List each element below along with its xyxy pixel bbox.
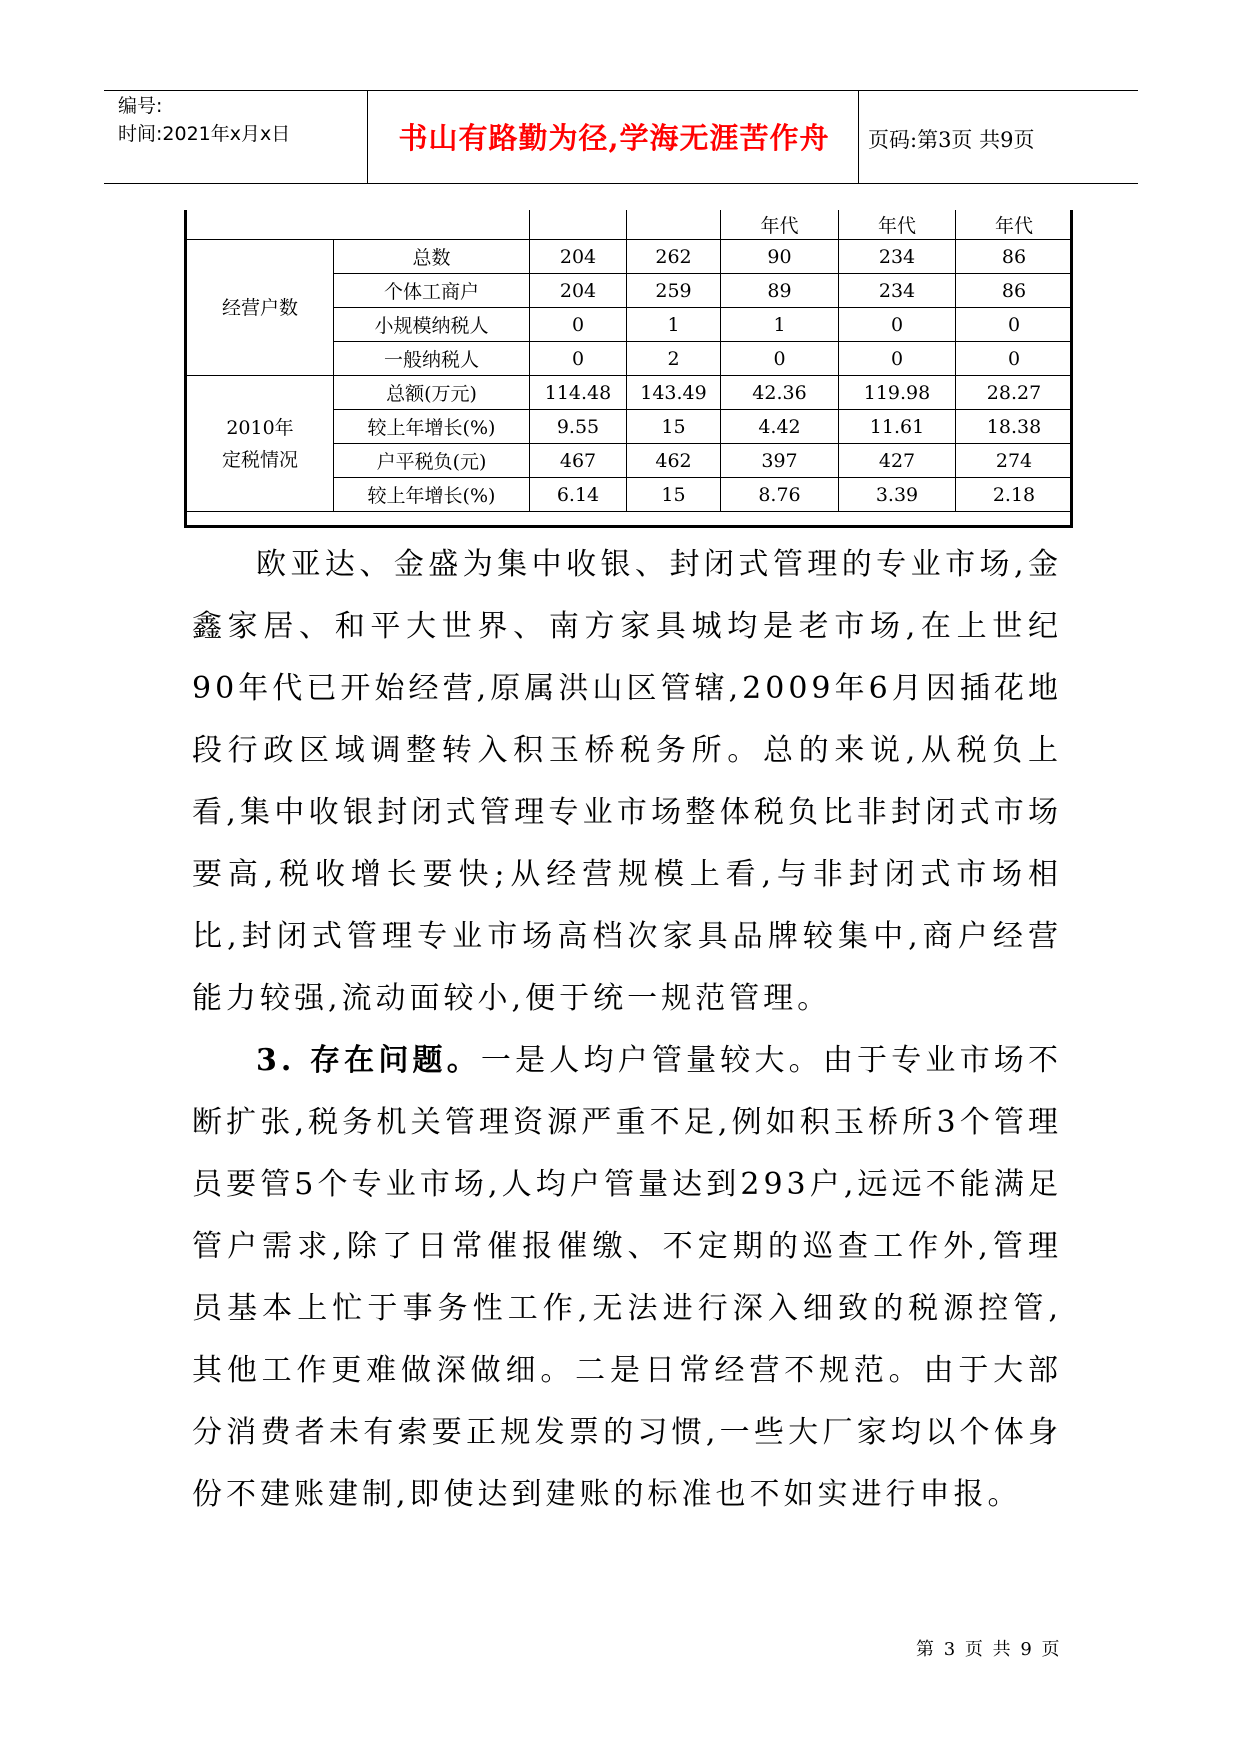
doc-time-label: 时间:2021年x月x日 — [118, 123, 291, 145]
table-cell: 274 — [956, 444, 1073, 478]
table-cell: 0 — [839, 342, 956, 376]
table-cell: 0 — [721, 342, 839, 376]
table-cell: 0 — [956, 308, 1073, 342]
table-cell: 0 — [839, 308, 956, 342]
table-cell: 259 — [627, 274, 721, 308]
table-cell — [530, 210, 627, 240]
group-label-line: 2010年 — [226, 416, 294, 439]
table-cell: 3.39 — [839, 478, 956, 512]
row-label: 小规模纳税人 — [334, 308, 530, 342]
table-cell: 42.36 — [721, 376, 839, 410]
group-label-households: 经营户数 — [187, 240, 334, 376]
tax-statistics-table — [186, 210, 1073, 512]
table-cell: 年代 — [721, 210, 839, 240]
row-label: 较上年增长(%) — [334, 410, 530, 444]
row-label: 总数 — [334, 240, 530, 274]
table-cell: 234 — [839, 274, 956, 308]
header-bottom-rule — [104, 183, 1138, 184]
table-cell: 年代 — [956, 210, 1073, 240]
header-page-number: 页码:第3页 共9页 — [868, 128, 1035, 152]
paragraph-text: 一是人均户管量较大。由于专业市场不断扩张,税务机关管理资源严重不足,例如积玉桥所3个管理员要管5个专业市场,人均户管量达到293户,远远不能满足管户需求,除了日常催报催缴、不定期的巡查工作外,管理员基本上忙于事务性工作,无法进行深入细致的税源控管,其他工作更难做深做细。二是日常经营不规范。由于大部分消费者未有索要正规发票的习惯,一些大厂家均以个体身份不建账建制,即使达到建账的标准也不如实进行申报。 — [192, 1043, 1063, 1512]
table-cell: 15 — [627, 410, 721, 444]
table-cell: 年代 — [839, 210, 956, 240]
table-cell: 90 — [721, 240, 839, 274]
table-cell — [627, 210, 721, 240]
table-cell: 89 — [721, 274, 839, 308]
table-cell: 462 — [627, 444, 721, 478]
table-cell: 8.76 — [721, 478, 839, 512]
row-label: 户平税负(元) — [334, 444, 530, 478]
header-divider-left — [367, 91, 368, 184]
table-cell: 204 — [530, 240, 627, 274]
row-label: 一般纳税人 — [334, 342, 530, 376]
table-cell: 397 — [721, 444, 839, 478]
group-label-tax-2010 — [187, 376, 334, 512]
paragraph — [192, 1030, 1062, 1526]
paragraph: 欧亚达、金盛为集中收银、封闭式管理的专业市场,金鑫家居、和平大世界、南方家具城均是老市场,在上世纪90年代已开始经营,原属洪山区管辖,2009年6月因插花地段行政区域调整转入积玉桥税务所。总的来说,从税负上看,集中收银封闭式管理专业市场整体税负比非封闭式市场要高,税收增长要快;从经营规模上看,与非封闭式市场相比,封闭式管理专业市场高档次家具品牌较集中,商户经营能力较强,流动面较小,便于统一规范管理。 — [192, 547, 1062, 1016]
table-cell: 114.48 — [530, 376, 627, 410]
body-text — [192, 534, 1062, 1526]
doc-number-label: 编号: — [118, 95, 163, 117]
header-top-rule — [104, 90, 1138, 91]
table-cell: 11.61 — [839, 410, 956, 444]
table-cell: 4.42 — [721, 410, 839, 444]
row-label: 个体工商户 — [334, 274, 530, 308]
table-cell: 18.38 — [956, 410, 1073, 444]
table-cell: 9.55 — [530, 410, 627, 444]
table-cell: 0 — [530, 342, 627, 376]
table-cell: 2.18 — [956, 478, 1073, 512]
table-cell: 2 — [627, 342, 721, 376]
table-cell: 0 — [956, 342, 1073, 376]
section-heading: 3. 存在问题。 — [256, 1043, 481, 1078]
header-meta — [118, 92, 290, 148]
table-cell: 0 — [530, 308, 627, 342]
table-cell: 119.98 — [839, 376, 956, 410]
table-cell: 86 — [956, 240, 1073, 274]
table-cell: 262 — [627, 240, 721, 274]
table-cell: 28.27 — [956, 376, 1073, 410]
row-label: 总额(万元) — [334, 376, 530, 410]
table-row — [187, 240, 1073, 274]
table-row — [187, 376, 1073, 410]
table-cell: 143.49 — [627, 376, 721, 410]
table-frame-left — [184, 210, 187, 528]
table-cell: 1 — [721, 308, 839, 342]
table-cell: 427 — [839, 444, 956, 478]
header-divider-right — [858, 91, 859, 184]
table-frame-bottom — [184, 525, 1073, 528]
table-cell: 1 — [627, 308, 721, 342]
page-footer: 第 3 页 共 9 页 — [916, 1639, 1062, 1660]
table-cell: 86 — [956, 274, 1073, 308]
group-label-line: 定税情况 — [221, 448, 298, 471]
table-header-row — [187, 210, 1073, 240]
row-label: 较上年增长(%) — [334, 478, 530, 512]
table-cell: 204 — [530, 274, 627, 308]
table-frame-right — [1070, 210, 1073, 528]
table-cell: 467 — [530, 444, 627, 478]
table-cell: 15 — [627, 478, 721, 512]
table-cell: 6.14 — [530, 478, 627, 512]
table-cell: 234 — [839, 240, 956, 274]
table-cell — [187, 210, 530, 240]
header-motto: 书山有路勤为径,学海无涯苦作舟 — [398, 121, 830, 155]
